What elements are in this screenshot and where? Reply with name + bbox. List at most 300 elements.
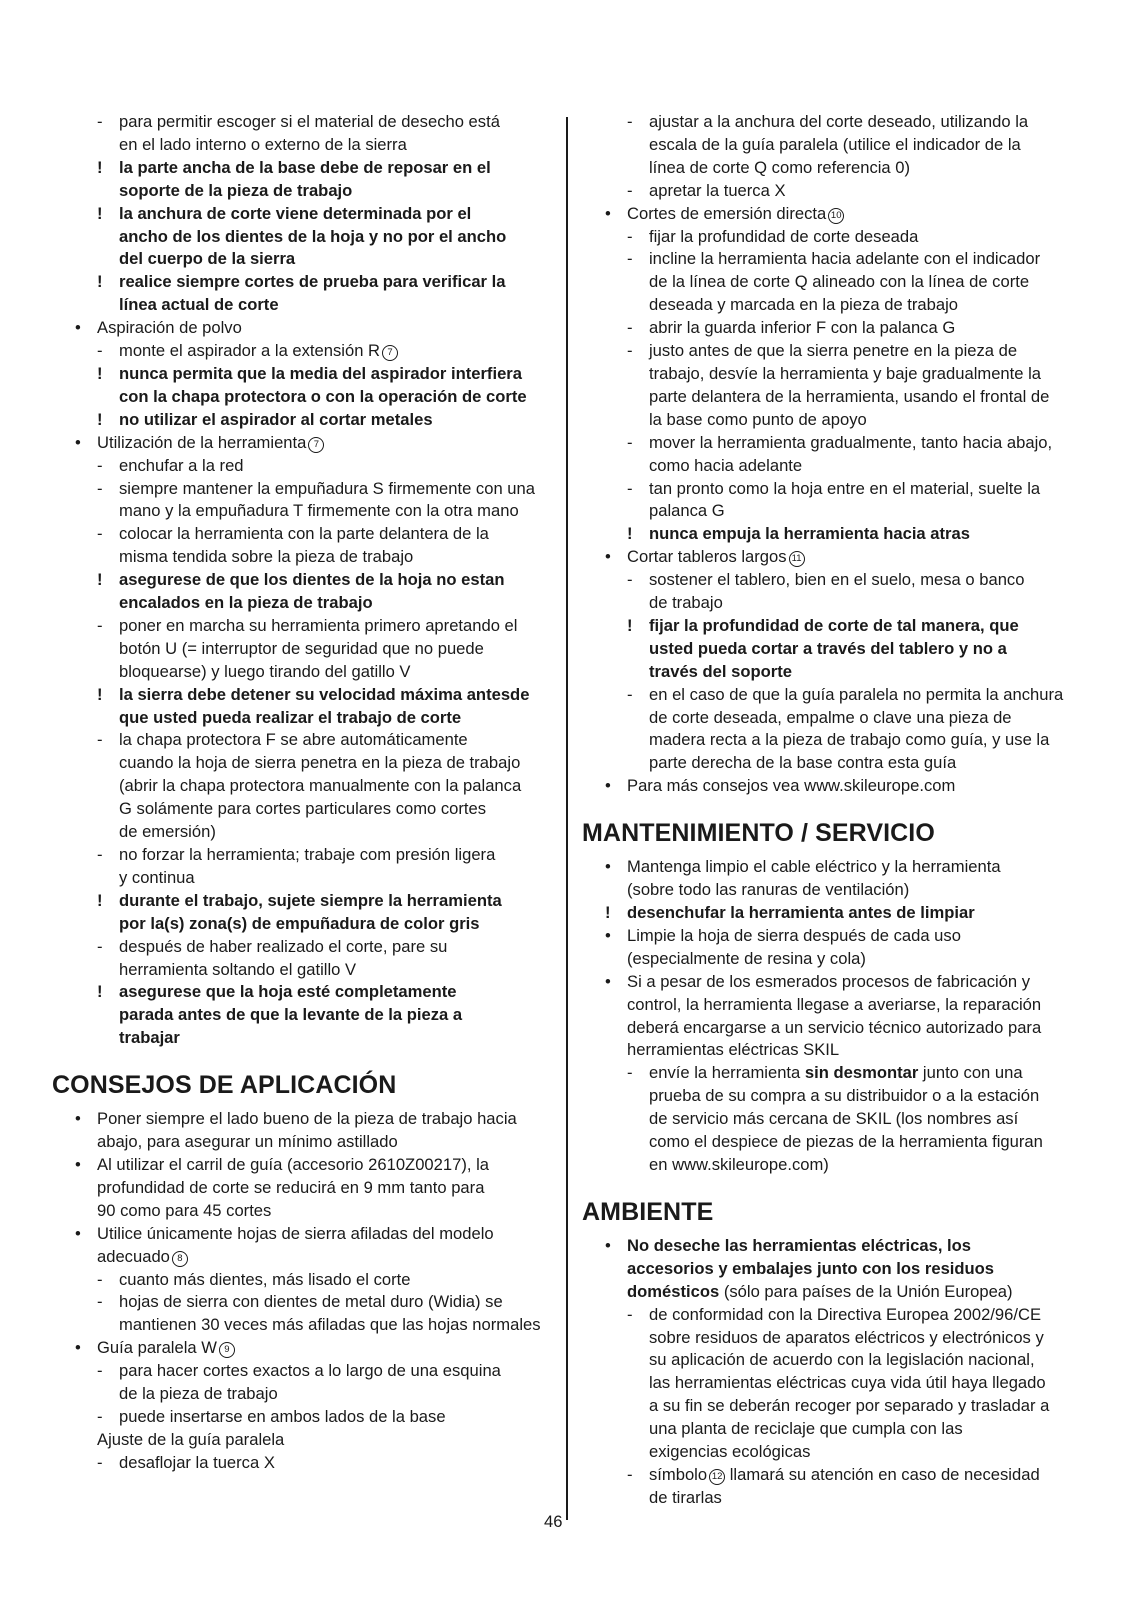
line-text bbox=[119, 592, 550, 615]
text-segment: nunca permita que la media del aspirador interfiera bbox=[119, 363, 522, 383]
text-segment: como el despiece de piezas de la herramienta figuran bbox=[649, 1132, 1043, 1152]
line-text bbox=[97, 1223, 550, 1246]
text-segment: puede insertarse en ambos lados de la base bbox=[119, 1406, 446, 1426]
line-text bbox=[649, 729, 1082, 752]
section-heading: AMBIENTE bbox=[582, 1197, 714, 1226]
text-segment: Utilización de la herramienta bbox=[97, 432, 307, 452]
text-segment: la chapa protectora F se abre automáticamente bbox=[119, 730, 468, 750]
warning-line bbox=[52, 684, 550, 707]
dash-marker bbox=[627, 1154, 649, 1177]
dash-marker: - bbox=[627, 341, 633, 361]
text-segment: durante el trabajo, sujete siempre la herramienta bbox=[119, 890, 502, 910]
line-text bbox=[649, 1108, 1082, 1131]
text-line bbox=[582, 1281, 1082, 1304]
text-line bbox=[52, 959, 550, 982]
line-text bbox=[97, 432, 550, 455]
text-segment: asegurese de que los dientes de la hoja no estan bbox=[119, 570, 505, 590]
dash-marker bbox=[605, 994, 627, 1017]
line-text bbox=[119, 569, 550, 592]
bullet-marker: • bbox=[75, 1154, 81, 1174]
text-segment: línea actual de corte bbox=[119, 295, 279, 315]
text-line bbox=[52, 180, 550, 203]
line-text bbox=[119, 661, 550, 684]
text-segment: la base como punto de apoyo bbox=[649, 409, 867, 429]
line-text bbox=[627, 879, 1082, 902]
line-text bbox=[119, 523, 550, 546]
dash-marker bbox=[627, 1327, 649, 1350]
bold-text-segment: sin desmontar bbox=[804, 1063, 919, 1083]
text-segment: herramienta soltando el gatillo V bbox=[119, 959, 357, 979]
bullet-marker: • bbox=[75, 318, 81, 338]
text-segment: fijar la profundidad de corte deseada bbox=[649, 226, 919, 246]
dash-marker: - bbox=[627, 1464, 633, 1484]
text-segment: una planta de reciclaje que cumpla con las bbox=[649, 1419, 963, 1439]
bullet-marker: • bbox=[605, 857, 611, 877]
text-segment: de tirarlas bbox=[649, 1487, 722, 1507]
text-line bbox=[52, 1004, 550, 1027]
dash-marker bbox=[75, 1429, 97, 1452]
text-segment: encalados en la pieza de trabajo bbox=[119, 593, 373, 613]
text-segment: misma tendida sobre la pieza de trabajo bbox=[119, 547, 414, 567]
line-text bbox=[649, 1062, 1082, 1085]
text-segment: como hacia adelante bbox=[649, 455, 803, 475]
dash-marker bbox=[627, 409, 649, 432]
line-text bbox=[119, 340, 550, 363]
dash-marker bbox=[97, 867, 119, 890]
warning-line bbox=[582, 523, 1082, 546]
text-segment: (sólo para países de la Unión Europea) bbox=[719, 1281, 1013, 1301]
line-text bbox=[627, 971, 1082, 994]
text-segment: para permitir escoger si el material de desecho está bbox=[119, 112, 500, 131]
text-line bbox=[582, 1154, 1082, 1177]
line-text bbox=[119, 409, 550, 432]
dash-marker bbox=[627, 1085, 649, 1108]
line-text bbox=[119, 638, 550, 661]
dash-marker bbox=[627, 294, 649, 317]
text-segment: símbolo bbox=[649, 1464, 708, 1484]
line-text bbox=[119, 1360, 550, 1383]
line-text bbox=[649, 1131, 1082, 1154]
dash-marker: - bbox=[627, 249, 633, 269]
line-text bbox=[97, 1429, 550, 1452]
text-segment: Para más consejos vea www.skileurope.com bbox=[627, 776, 956, 796]
text-segment: profundidad de corte se reducirá en 9 mm tanto para bbox=[97, 1177, 485, 1197]
line-text bbox=[119, 707, 550, 730]
line-text bbox=[649, 1487, 1082, 1510]
line-text bbox=[119, 959, 550, 982]
text-line bbox=[52, 821, 550, 844]
dash-marker: - bbox=[627, 180, 633, 200]
dash-marker bbox=[75, 1177, 97, 1200]
dash-marker bbox=[97, 226, 119, 249]
text-segment: cuanto más dientes, más lisado el corte bbox=[119, 1269, 411, 1289]
line-text bbox=[119, 936, 550, 959]
text-segment: por la(s) zona(s) de empuñadura de color gris bbox=[119, 913, 480, 933]
dash-marker: - bbox=[627, 684, 633, 704]
line-text bbox=[627, 775, 1082, 798]
dash-marker bbox=[97, 294, 119, 317]
text-segment: fijar la profundidad de corte de tal manera, que bbox=[649, 615, 1019, 635]
dash-marker: - bbox=[97, 524, 103, 544]
text-segment: Aspiración de polvo bbox=[97, 318, 242, 338]
text-segment: sobre residuos de aparatos eléctricos y electrónicos y bbox=[649, 1327, 1044, 1347]
text-line bbox=[52, 1177, 550, 1200]
dash-marker bbox=[605, 1281, 627, 1304]
dash-marker bbox=[97, 1383, 119, 1406]
line-text bbox=[649, 248, 1082, 271]
text-line bbox=[582, 157, 1082, 180]
line-text bbox=[97, 1108, 550, 1131]
line-text bbox=[649, 111, 1082, 134]
text-segment: (especialmente de resina y cola) bbox=[627, 948, 866, 968]
sub-item-line bbox=[582, 1464, 1082, 1487]
text-segment: realice siempre cortes de prueba para verificar la bbox=[119, 272, 506, 292]
line-text bbox=[97, 1131, 550, 1154]
figure-reference: 11 bbox=[789, 551, 805, 567]
text-segment: envíe la herramienta bbox=[649, 1063, 805, 1083]
text-segment: junto con una bbox=[918, 1063, 1023, 1083]
line-text bbox=[119, 363, 550, 386]
line-text bbox=[119, 180, 550, 203]
warning-marker: ! bbox=[97, 272, 103, 292]
line-text bbox=[649, 684, 1082, 707]
dash-marker bbox=[97, 134, 119, 157]
bullet-line bbox=[582, 775, 1082, 798]
dash-marker bbox=[627, 1108, 649, 1131]
figure-reference: 8 bbox=[172, 1251, 188, 1267]
sub-item-line bbox=[582, 684, 1082, 707]
text-line bbox=[52, 1027, 550, 1050]
bullet-line bbox=[52, 1108, 550, 1131]
text-segment: mover la herramienta gradualmente, tanto hacia abajo, bbox=[649, 432, 1053, 452]
bullet-line bbox=[582, 546, 1082, 569]
line-text bbox=[119, 134, 550, 157]
warning-marker: ! bbox=[97, 203, 103, 223]
text-segment: exigencias ecológicas bbox=[649, 1442, 811, 1462]
text-segment: abrir la guarda inferior F con la palanca G bbox=[649, 318, 956, 338]
text-line bbox=[582, 1487, 1082, 1510]
line-text bbox=[649, 294, 1082, 317]
dash-marker bbox=[605, 1258, 627, 1281]
text-segment: colocar la herramienta con la parte delantera de la bbox=[119, 524, 489, 544]
text-segment: Cortar tableros largos bbox=[627, 547, 787, 567]
line-text bbox=[649, 1085, 1082, 1108]
text-segment: nunca empuja la herramienta hacia atras bbox=[649, 524, 970, 544]
text-line bbox=[582, 455, 1082, 478]
text-segment: tan pronto como la hoja entre en el material, suelte la bbox=[649, 478, 1041, 498]
text-segment: bloquearse) y luego tirando del gatillo V bbox=[119, 661, 411, 681]
bullet-marker: • bbox=[75, 432, 81, 452]
line-text bbox=[119, 1027, 550, 1050]
line-text bbox=[119, 913, 550, 936]
dash-marker bbox=[97, 592, 119, 615]
dash-marker bbox=[605, 948, 627, 971]
text-line bbox=[582, 707, 1082, 730]
text-segment: herramientas eléctricas SKIL bbox=[627, 1040, 840, 1060]
dash-marker bbox=[627, 157, 649, 180]
text-segment: control, la herramienta llegase a averiarse, la reparación bbox=[627, 994, 1042, 1014]
sub-item-line bbox=[52, 523, 550, 546]
text-segment: ancho de los dientes de la hoja y no por el ancho bbox=[119, 226, 507, 246]
text-line bbox=[52, 798, 550, 821]
bullet-line bbox=[582, 925, 1082, 948]
text-line bbox=[582, 1017, 1082, 1040]
line-text bbox=[627, 546, 1082, 569]
text-segment: Poner siempre el lado bueno de la pieza de trabajo hacia bbox=[97, 1109, 517, 1129]
text-segment: parte derecha de la base contra esta guía bbox=[649, 753, 957, 773]
sub-item-line bbox=[52, 455, 550, 478]
text-segment: las herramientas eléctricas cuya vida útil haya llegado bbox=[649, 1373, 1046, 1393]
section-heading: CONSEJOS DE APLICACIÓN bbox=[52, 1071, 397, 1100]
sub-item-line bbox=[52, 1406, 550, 1429]
text-segment: accesorios y embalajes junto con los residuos bbox=[627, 1258, 995, 1278]
text-segment: de corte deseada, empalme o clave una pieza de bbox=[649, 707, 1012, 727]
text-line bbox=[582, 638, 1082, 661]
line-text bbox=[627, 925, 1082, 948]
text-line bbox=[52, 661, 550, 684]
dash-marker: - bbox=[97, 1406, 103, 1426]
dash-marker bbox=[97, 248, 119, 271]
bold-text-segment: domésticos bbox=[627, 1281, 720, 1301]
text-segment: del cuerpo de la sierra bbox=[119, 249, 296, 269]
dash-marker: - bbox=[627, 1063, 633, 1083]
line-text bbox=[119, 271, 550, 294]
warning-marker: ! bbox=[97, 684, 103, 704]
line-text bbox=[97, 1246, 550, 1269]
line-text bbox=[119, 111, 550, 134]
text-segment: su aplicación de acuerdo con la legislación nacional, bbox=[649, 1350, 1035, 1370]
figure-reference: 12 bbox=[709, 1469, 725, 1485]
text-line bbox=[52, 1200, 550, 1223]
text-line bbox=[582, 994, 1082, 1017]
dash-marker: - bbox=[97, 1452, 103, 1472]
dash-marker bbox=[97, 661, 119, 684]
line-text bbox=[649, 500, 1082, 523]
text-line bbox=[582, 1441, 1082, 1464]
text-segment: palanca G bbox=[649, 501, 725, 521]
text-segment: Cortes de emersión directa bbox=[627, 203, 827, 223]
text-segment: de emersión) bbox=[119, 822, 216, 842]
dash-marker bbox=[97, 546, 119, 569]
sub-item-line bbox=[52, 478, 550, 501]
bullet-line bbox=[52, 317, 550, 340]
line-text bbox=[627, 1281, 1082, 1304]
text-segment: de trabajo bbox=[649, 593, 723, 613]
sub-item-line bbox=[582, 317, 1082, 340]
text-segment: a su fin se deberán recoger por separado y trasladar a bbox=[649, 1396, 1050, 1416]
text-line bbox=[52, 913, 550, 936]
dash-marker: - bbox=[97, 455, 103, 475]
text-segment: parte delantera de la herramienta, usando el frontal de bbox=[649, 386, 1050, 406]
text-segment: escala de la guía paralela (utilice el indicador de la bbox=[649, 134, 1021, 154]
text-line bbox=[582, 1327, 1082, 1350]
line-text bbox=[649, 1349, 1082, 1372]
dash-marker bbox=[627, 363, 649, 386]
text-segment: de conformidad con la Directiva Europea 2002/96/CE bbox=[649, 1304, 1042, 1324]
text-segment: mano y la empuñadura T firmemente con la otra mano bbox=[119, 501, 519, 521]
text-segment: abajo, para asegurar un mínimo astillado bbox=[97, 1132, 398, 1152]
dash-marker: - bbox=[97, 478, 103, 498]
sub-item-line bbox=[582, 1062, 1082, 1085]
text-segment: prueba de su compra a su distribuidor o a la estación bbox=[649, 1086, 1040, 1106]
line-text bbox=[627, 203, 1082, 226]
line-text bbox=[119, 294, 550, 317]
line-text bbox=[97, 1200, 550, 1223]
sub-item-line bbox=[582, 111, 1082, 134]
line-text bbox=[119, 1269, 550, 1292]
text-segment: en www.skileurope.com) bbox=[649, 1154, 829, 1174]
warning-line bbox=[52, 203, 550, 226]
line-text bbox=[119, 500, 550, 523]
line-text bbox=[649, 134, 1082, 157]
bullet-line bbox=[52, 1337, 550, 1360]
text-line bbox=[52, 386, 550, 409]
text-line bbox=[582, 1039, 1082, 1062]
sub-item-line bbox=[582, 248, 1082, 271]
text-line bbox=[52, 1131, 550, 1154]
dash-marker bbox=[97, 1314, 119, 1337]
text-line bbox=[582, 948, 1082, 971]
text-line bbox=[52, 752, 550, 775]
line-text bbox=[649, 386, 1082, 409]
text-segment: que usted pueda realizar el trabajo de corte bbox=[119, 707, 462, 727]
bullet-marker: • bbox=[605, 203, 611, 223]
text-line bbox=[582, 1418, 1082, 1441]
text-line bbox=[582, 752, 1082, 775]
text-segment: llamará su atención en caso de necesidad bbox=[725, 1464, 1040, 1484]
dash-marker bbox=[97, 500, 119, 523]
line-text bbox=[649, 752, 1082, 775]
line-text bbox=[649, 1327, 1082, 1350]
warning-line bbox=[52, 363, 550, 386]
text-line bbox=[582, 1372, 1082, 1395]
line-text bbox=[627, 1039, 1082, 1062]
line-text bbox=[649, 226, 1082, 249]
text-segment: y continua bbox=[119, 867, 195, 887]
text-segment: botón U (= interruptor de seguridad que no puede bbox=[119, 638, 484, 658]
line-text bbox=[119, 1383, 550, 1406]
text-segment: de servicio más cercana de SKIL (los nombres así bbox=[649, 1109, 1019, 1129]
dash-marker bbox=[97, 180, 119, 203]
line-text bbox=[119, 684, 550, 707]
text-line bbox=[52, 1314, 550, 1337]
warning-line bbox=[52, 890, 550, 913]
text-segment: sostener el tablero, bien en el suelo, mesa o banco bbox=[649, 570, 1025, 590]
text-line bbox=[582, 729, 1082, 752]
dash-marker bbox=[627, 1131, 649, 1154]
line-text bbox=[119, 867, 550, 890]
line-text bbox=[649, 1464, 1082, 1487]
line-text bbox=[649, 340, 1082, 363]
warning-marker: ! bbox=[97, 570, 103, 590]
text-segment: línea de corte Q como referencia 0) bbox=[649, 157, 911, 177]
text-segment: asegurese que la hoja esté completamente bbox=[119, 982, 457, 1002]
text-segment: monte el aspirador a la extensión R bbox=[119, 341, 381, 361]
text-segment: la sierra debe detener su velocidad máxima antesde bbox=[119, 684, 530, 704]
bullet-marker: • bbox=[605, 1235, 611, 1255]
dash-marker bbox=[97, 638, 119, 661]
warning-marker: ! bbox=[97, 982, 103, 1002]
dash-marker bbox=[627, 386, 649, 409]
text-line bbox=[52, 134, 550, 157]
warning-line bbox=[52, 409, 550, 432]
sub-item-line bbox=[52, 340, 550, 363]
line-text bbox=[119, 729, 550, 752]
dash-marker bbox=[97, 752, 119, 775]
text-line bbox=[52, 867, 550, 890]
figure-reference: 10 bbox=[828, 208, 844, 224]
bullet-marker: • bbox=[75, 1223, 81, 1243]
text-segment: desenchufar la herramienta antes de limpiar bbox=[627, 903, 975, 922]
text-segment: 90 como para 45 cortes bbox=[97, 1200, 272, 1220]
line-text bbox=[649, 638, 1082, 661]
dash-marker bbox=[605, 1017, 627, 1040]
dash-marker bbox=[627, 1372, 649, 1395]
line-text bbox=[119, 226, 550, 249]
line-text bbox=[119, 1452, 550, 1475]
sub-item-line bbox=[52, 1269, 550, 1292]
bullet-line bbox=[52, 1154, 550, 1177]
figure-reference: 9 bbox=[219, 1342, 235, 1358]
warning-line bbox=[52, 981, 550, 1004]
text-segment: Si a pesar de los esmerados procesos de fabricación y bbox=[627, 971, 1031, 991]
dash-marker: - bbox=[97, 1292, 103, 1312]
dash-marker: - bbox=[627, 318, 633, 338]
left-column bbox=[52, 111, 550, 1475]
figure-reference: 7 bbox=[382, 345, 398, 361]
text-segment: madera recta a la pieza de trabajo como guía, y use la bbox=[649, 730, 1050, 750]
dash-marker bbox=[627, 1349, 649, 1372]
line-text bbox=[119, 1314, 550, 1337]
bullet-marker: • bbox=[605, 971, 611, 991]
text-segment: No deseche las herramientas eléctricas, los bbox=[627, 1235, 972, 1255]
text-segment: deberá encargarse a un servicio técnico autorizado para bbox=[627, 1017, 1042, 1037]
sub-item-line bbox=[52, 111, 550, 134]
text-line bbox=[582, 661, 1082, 684]
line-text bbox=[627, 1235, 1082, 1258]
line-text bbox=[627, 994, 1082, 1017]
text-segment: Guía paralela W bbox=[97, 1338, 217, 1358]
warning-line bbox=[582, 902, 1082, 925]
dash-marker: - bbox=[97, 730, 103, 750]
sub-item-line bbox=[582, 180, 1082, 203]
bullet-marker: • bbox=[75, 1338, 81, 1358]
sub-item-line bbox=[52, 1452, 550, 1475]
text-segment: (sobre todo las ranuras de ventilación) bbox=[627, 880, 910, 900]
line-text bbox=[649, 661, 1082, 684]
line-text bbox=[97, 1337, 550, 1360]
text-segment: usted pueda cortar a través del tablero y no a bbox=[649, 638, 1007, 658]
bullet-marker: • bbox=[605, 776, 611, 796]
dash-marker: - bbox=[627, 478, 633, 498]
dash-marker bbox=[627, 1395, 649, 1418]
sub-item-line bbox=[52, 936, 550, 959]
dash-marker: - bbox=[97, 845, 103, 864]
line-text bbox=[649, 478, 1082, 501]
warning-line bbox=[52, 569, 550, 592]
warning-marker: ! bbox=[97, 363, 103, 383]
text-line bbox=[582, 1349, 1082, 1372]
line-text bbox=[649, 1441, 1082, 1464]
warning-marker: ! bbox=[627, 524, 633, 544]
line-text bbox=[119, 455, 550, 478]
warning-marker: ! bbox=[97, 157, 103, 177]
text-line bbox=[52, 1246, 550, 1269]
sub-item-line bbox=[582, 569, 1082, 592]
line-text bbox=[627, 948, 1082, 971]
line-text bbox=[649, 1395, 1082, 1418]
text-segment: con la chapa protectora o con la operación de corte bbox=[119, 386, 527, 406]
